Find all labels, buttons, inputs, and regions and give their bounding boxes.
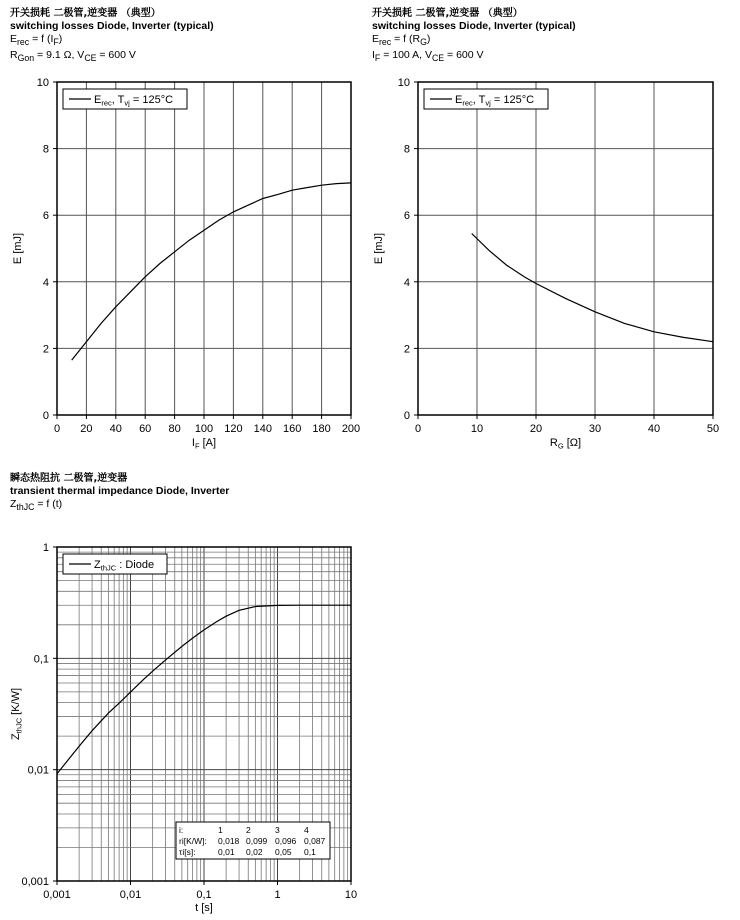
chart2-xtick-label: 30: [588, 423, 602, 435]
chart3-param-table-cell: 0,05: [275, 847, 292, 857]
chart2-xlabel: $R_G$ [Ω]: [549, 437, 582, 451]
chart3-xtick-label: 1: [274, 889, 281, 901]
chart3-title: transient thermal impedance Diode, Inverter: [10, 485, 230, 497]
chart1-title: switching losses Diode, Inverter (typical): [10, 20, 214, 32]
chart3-xtick-label: 0,1: [196, 889, 212, 901]
chart2-formula: $E_{rec} = f$ $(R_G)$: [372, 33, 431, 48]
chart1-xtick-label: 40: [109, 423, 122, 435]
chart1-ylabel: E [mJ]: [12, 232, 24, 265]
chart1-xtick-label: 80: [168, 423, 181, 435]
chart2-xtick-label: 0: [414, 423, 422, 435]
chart1-ytick-label: 6: [42, 210, 49, 223]
chart2-ytick-label: 2: [403, 343, 410, 356]
chart1-ytick-label: 10: [36, 77, 49, 89]
chart3-param-table: [176, 822, 330, 859]
chart3-legend-label: $Z_{thJC}$ : Diode: [94, 559, 155, 573]
chart3-param-table-cell: i:: [179, 825, 184, 835]
chart1-xtick-label: 140: [253, 423, 272, 435]
chart2-xtick-label: 50: [706, 423, 720, 435]
chart2-series-line: [472, 234, 713, 342]
chart1-xtick-label: 20: [80, 423, 93, 435]
chart1-series-line: [72, 183, 351, 360]
chart3-ytick-label: 0,01: [27, 764, 49, 777]
chart2-ytick-label: 6: [403, 210, 410, 223]
chart2-ytick-label: 10: [397, 77, 410, 89]
chart3-param-table-cell: 1: [218, 825, 223, 835]
chart1-ytick-label: 0: [42, 410, 49, 422]
chart1-xtick-label: 60: [139, 423, 152, 435]
chart2-legend-label: $E_{rec}$, $T_{vj} = 125^\circ C$: [455, 94, 535, 108]
chart1-xtick-label: 160: [283, 423, 302, 435]
chart1-xtick-label: 120: [224, 423, 243, 435]
chart1-xlabel: $I_F$ [A]: [191, 437, 217, 451]
chart1: [12, 77, 360, 451]
chart2-frame: [418, 82, 713, 415]
chart3-param-table-cell: 0,01: [218, 847, 235, 857]
chart3: [10, 542, 357, 914]
chart2-ytick-label: 8: [403, 143, 410, 156]
chart3-xtick-label: 0,001: [43, 889, 71, 901]
chart3-param-table-cell: 0,087: [304, 836, 326, 846]
chart3-param-table-cell: τi[s]:: [179, 847, 196, 857]
chart3-param-table-cell: 0,02: [246, 847, 263, 857]
chart3-param-table-cell: 4: [304, 825, 309, 835]
chart3-xtick-label: 10: [344, 889, 358, 901]
chart3-ytick-label: 0,1: [33, 653, 49, 666]
chart2-conditions: $I_F = 100$ A, $V_{CE} = 600$ V: [372, 49, 484, 64]
chart3-param-table-cell: 2: [246, 825, 251, 835]
chart3-title-cn: 瞬态热阻抗 二极管,逆变器: [10, 473, 128, 484]
chart2-title-cn: 开关损耗 二极管,逆变器 （典型）: [372, 8, 523, 19]
chart3-param-table-cell: ri[K/W]:: [179, 836, 207, 846]
chart3-param-table-cell: 0,1: [304, 847, 316, 857]
chart2-title: switching losses Diode, Inverter (typical): [372, 20, 576, 32]
chart2-ytick-label: 0: [403, 410, 410, 422]
chart1-ytick-label: 8: [42, 143, 49, 156]
chart2-xtick-label: 10: [470, 423, 484, 435]
chart3-param-table-cell: 0,096: [275, 836, 297, 846]
chart1-xtick-label: 200: [341, 423, 361, 435]
chart2-xtick-label: 20: [529, 423, 543, 435]
chart3-ytick-label: 1: [42, 542, 49, 554]
chart2-xtick-label: 40: [647, 423, 661, 435]
chart1-title-cn: 开关损耗 二极管,逆变器 （典型）: [10, 8, 161, 19]
chart3-xlabel: t [s]: [195, 902, 213, 914]
chart1-formula: $E_{rec} = f$ $(I_F)$: [10, 33, 63, 48]
chart1-conditions: $R_{Gon} = 9.1$ Ω, $V_{CE} = 600$ V: [10, 49, 136, 64]
chart3-formula: $Z_{thJC} = f$ (t): [10, 498, 63, 513]
chart2-legend: [424, 89, 548, 109]
chart1-legend: [63, 89, 187, 109]
chart3-ylabel: $Z_{thJC}$ [K/W]: [10, 687, 24, 741]
chart3-xtick-label: 0,01: [119, 889, 142, 901]
chart1-xtick-label: 100: [194, 423, 214, 435]
chart2-ylabel: E [mJ]: [373, 232, 385, 265]
chart3-param-table-cell: 0,018: [218, 836, 240, 846]
chart3-param-table-cell: 0,099: [246, 836, 268, 846]
chart2-ytick-label: 4: [403, 276, 410, 289]
chart1-ytick-label: 2: [42, 343, 49, 356]
chart3-legend: [63, 554, 167, 574]
chart2: [373, 77, 719, 451]
chart3-param-table-cell: 3: [275, 825, 280, 835]
chart3-ylabel-group: [10, 688, 24, 740]
chart1-xtick-label: 0: [53, 423, 61, 435]
chart1-ytick-label: 4: [42, 276, 49, 289]
chart1-xtick-label: 180: [312, 423, 331, 435]
chart3-ytick-label: 0,001: [21, 876, 49, 888]
chart1-legend-label: $E_{rec}$, $T_{vj} = 125^\circ C$: [94, 94, 174, 108]
